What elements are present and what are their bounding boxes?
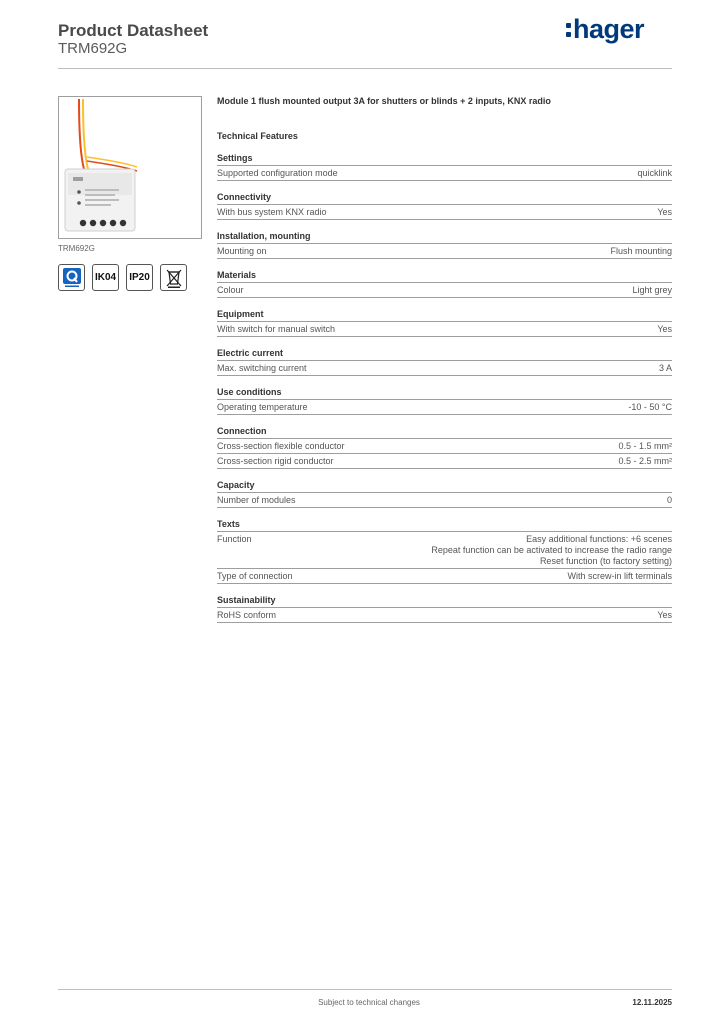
spec-label: Max. switching current (217, 363, 307, 373)
footer-note: Subject to technical changes (318, 998, 420, 1007)
spec-value (667, 495, 672, 506)
spec-row (217, 399, 672, 415)
spec-value (659, 363, 672, 374)
section-rows (217, 165, 672, 181)
spec-content (217, 96, 672, 633)
spec-label: Supported configuration mode (217, 168, 338, 178)
section-title: Sustainability (217, 595, 276, 605)
brand-name: hager (573, 14, 645, 44)
spec-value (618, 456, 672, 467)
spec-row (217, 165, 672, 181)
spec-value-line: 0.5 - 1.5 mm² (618, 441, 672, 451)
section-title: Materials (217, 270, 257, 280)
spec-label: Colour (217, 285, 244, 295)
spec-label: Mounting on (217, 246, 267, 256)
spec-label: With bus system KNX radio (217, 207, 327, 217)
product-illustration (59, 97, 201, 238)
spec-row (217, 204, 672, 220)
ik04-icon: IK04 (92, 264, 119, 291)
page-title: Product Datasheet (58, 21, 209, 40)
spec-label: With switch for manual switch (217, 324, 336, 334)
spec-value (632, 285, 672, 296)
hager-logo (566, 14, 644, 45)
spec-section (217, 479, 672, 508)
technical-features-heading: Technical Features (217, 131, 298, 141)
spec-value (618, 441, 672, 452)
section-title: Texts (217, 519, 240, 529)
spec-label: Cross-section rigid conductor (217, 456, 334, 466)
spec-section (217, 152, 672, 181)
spec-section (217, 594, 672, 623)
spec-label: Type of connection (217, 571, 293, 581)
spec-value-line: Light grey (632, 285, 672, 295)
section-rows (217, 531, 672, 584)
spec-label: Number of modules (217, 495, 296, 505)
spec-sections (217, 152, 672, 623)
footer-date: 12.11.2025 (632, 998, 672, 1007)
spec-value-line: Easy additional functions: +6 scenes (526, 534, 672, 544)
section-title: Settings (217, 153, 253, 163)
spec-section (217, 518, 672, 584)
spec-value (637, 168, 672, 179)
logo-dots-icon (566, 20, 571, 40)
spec-section (217, 386, 672, 415)
section-rows (217, 360, 672, 376)
spec-row (217, 321, 672, 337)
section-rows (217, 282, 672, 298)
section-title: Connection (217, 426, 267, 436)
spec-label: Operating temperature (217, 402, 308, 412)
weee-icon (160, 264, 187, 291)
spec-section (217, 269, 672, 298)
section-rows (217, 321, 672, 337)
product-code: TRM692G (58, 40, 128, 57)
spec-row (217, 531, 672, 568)
spec-row (217, 243, 672, 259)
spec-value-line: 0 (666, 495, 672, 505)
section-rows (217, 399, 672, 415)
spec-row (217, 492, 672, 508)
spec-value-line: Yes (657, 610, 672, 620)
spec-value-line: With screw-in lift terminals (567, 571, 672, 581)
spec-value (657, 324, 672, 335)
ip20-icon: IP20 (126, 264, 153, 291)
spec-section (217, 308, 672, 337)
spec-label: RoHS conform (217, 610, 277, 620)
product-description: Module 1 flush mounted output 3A for shutters or blinds + 2 inputs, KNX radio (217, 96, 551, 106)
section-rows (217, 243, 672, 259)
spec-label: Cross-section flexible conductor (217, 441, 345, 451)
spec-section (217, 425, 672, 469)
certification-badges (58, 264, 187, 291)
spec-value-line: 0.5 - 2.5 mm² (618, 456, 672, 466)
section-title: Connectivity (217, 192, 272, 202)
spec-row (217, 607, 672, 623)
footer-divider (58, 989, 672, 990)
section-title: Capacity (217, 480, 255, 490)
spec-row (217, 282, 672, 298)
spec-value (567, 571, 672, 582)
spec-value-line: Yes (657, 324, 672, 334)
spec-value (431, 534, 672, 567)
spec-value-line: Repeat function can be activated to increase the radio range (431, 545, 672, 555)
spec-value-line: Flush mounting (610, 246, 672, 256)
header-divider (58, 68, 672, 69)
spec-row (217, 360, 672, 376)
spec-section (217, 191, 672, 220)
section-rows (217, 204, 672, 220)
product-caption: TRM692G (58, 244, 95, 253)
section-rows (217, 492, 672, 508)
section-title: Electric current (217, 348, 284, 358)
spec-value (657, 207, 672, 218)
spec-value-line: -10 - 50 °C (628, 402, 672, 412)
section-title: Equipment (217, 309, 264, 319)
spec-row (217, 453, 672, 469)
spec-value (657, 610, 672, 621)
spec-row (217, 438, 672, 453)
section-rows (217, 438, 672, 469)
spec-value-line: Reset function (to factory setting) (539, 556, 672, 566)
quicklink-icon (58, 264, 85, 291)
spec-value (628, 402, 672, 413)
spec-value (610, 246, 672, 257)
spec-row (217, 568, 672, 584)
spec-value-line: Yes (657, 207, 672, 217)
product-image (58, 96, 202, 239)
spec-label: Function (217, 534, 252, 544)
section-rows (217, 607, 672, 623)
spec-value-line: quicklink (637, 168, 672, 178)
spec-section (217, 230, 672, 259)
spec-value-line: 3 A (658, 363, 672, 373)
section-title: Use conditions (217, 387, 282, 397)
section-title: Installation, mounting (217, 231, 311, 241)
spec-section (217, 347, 672, 376)
